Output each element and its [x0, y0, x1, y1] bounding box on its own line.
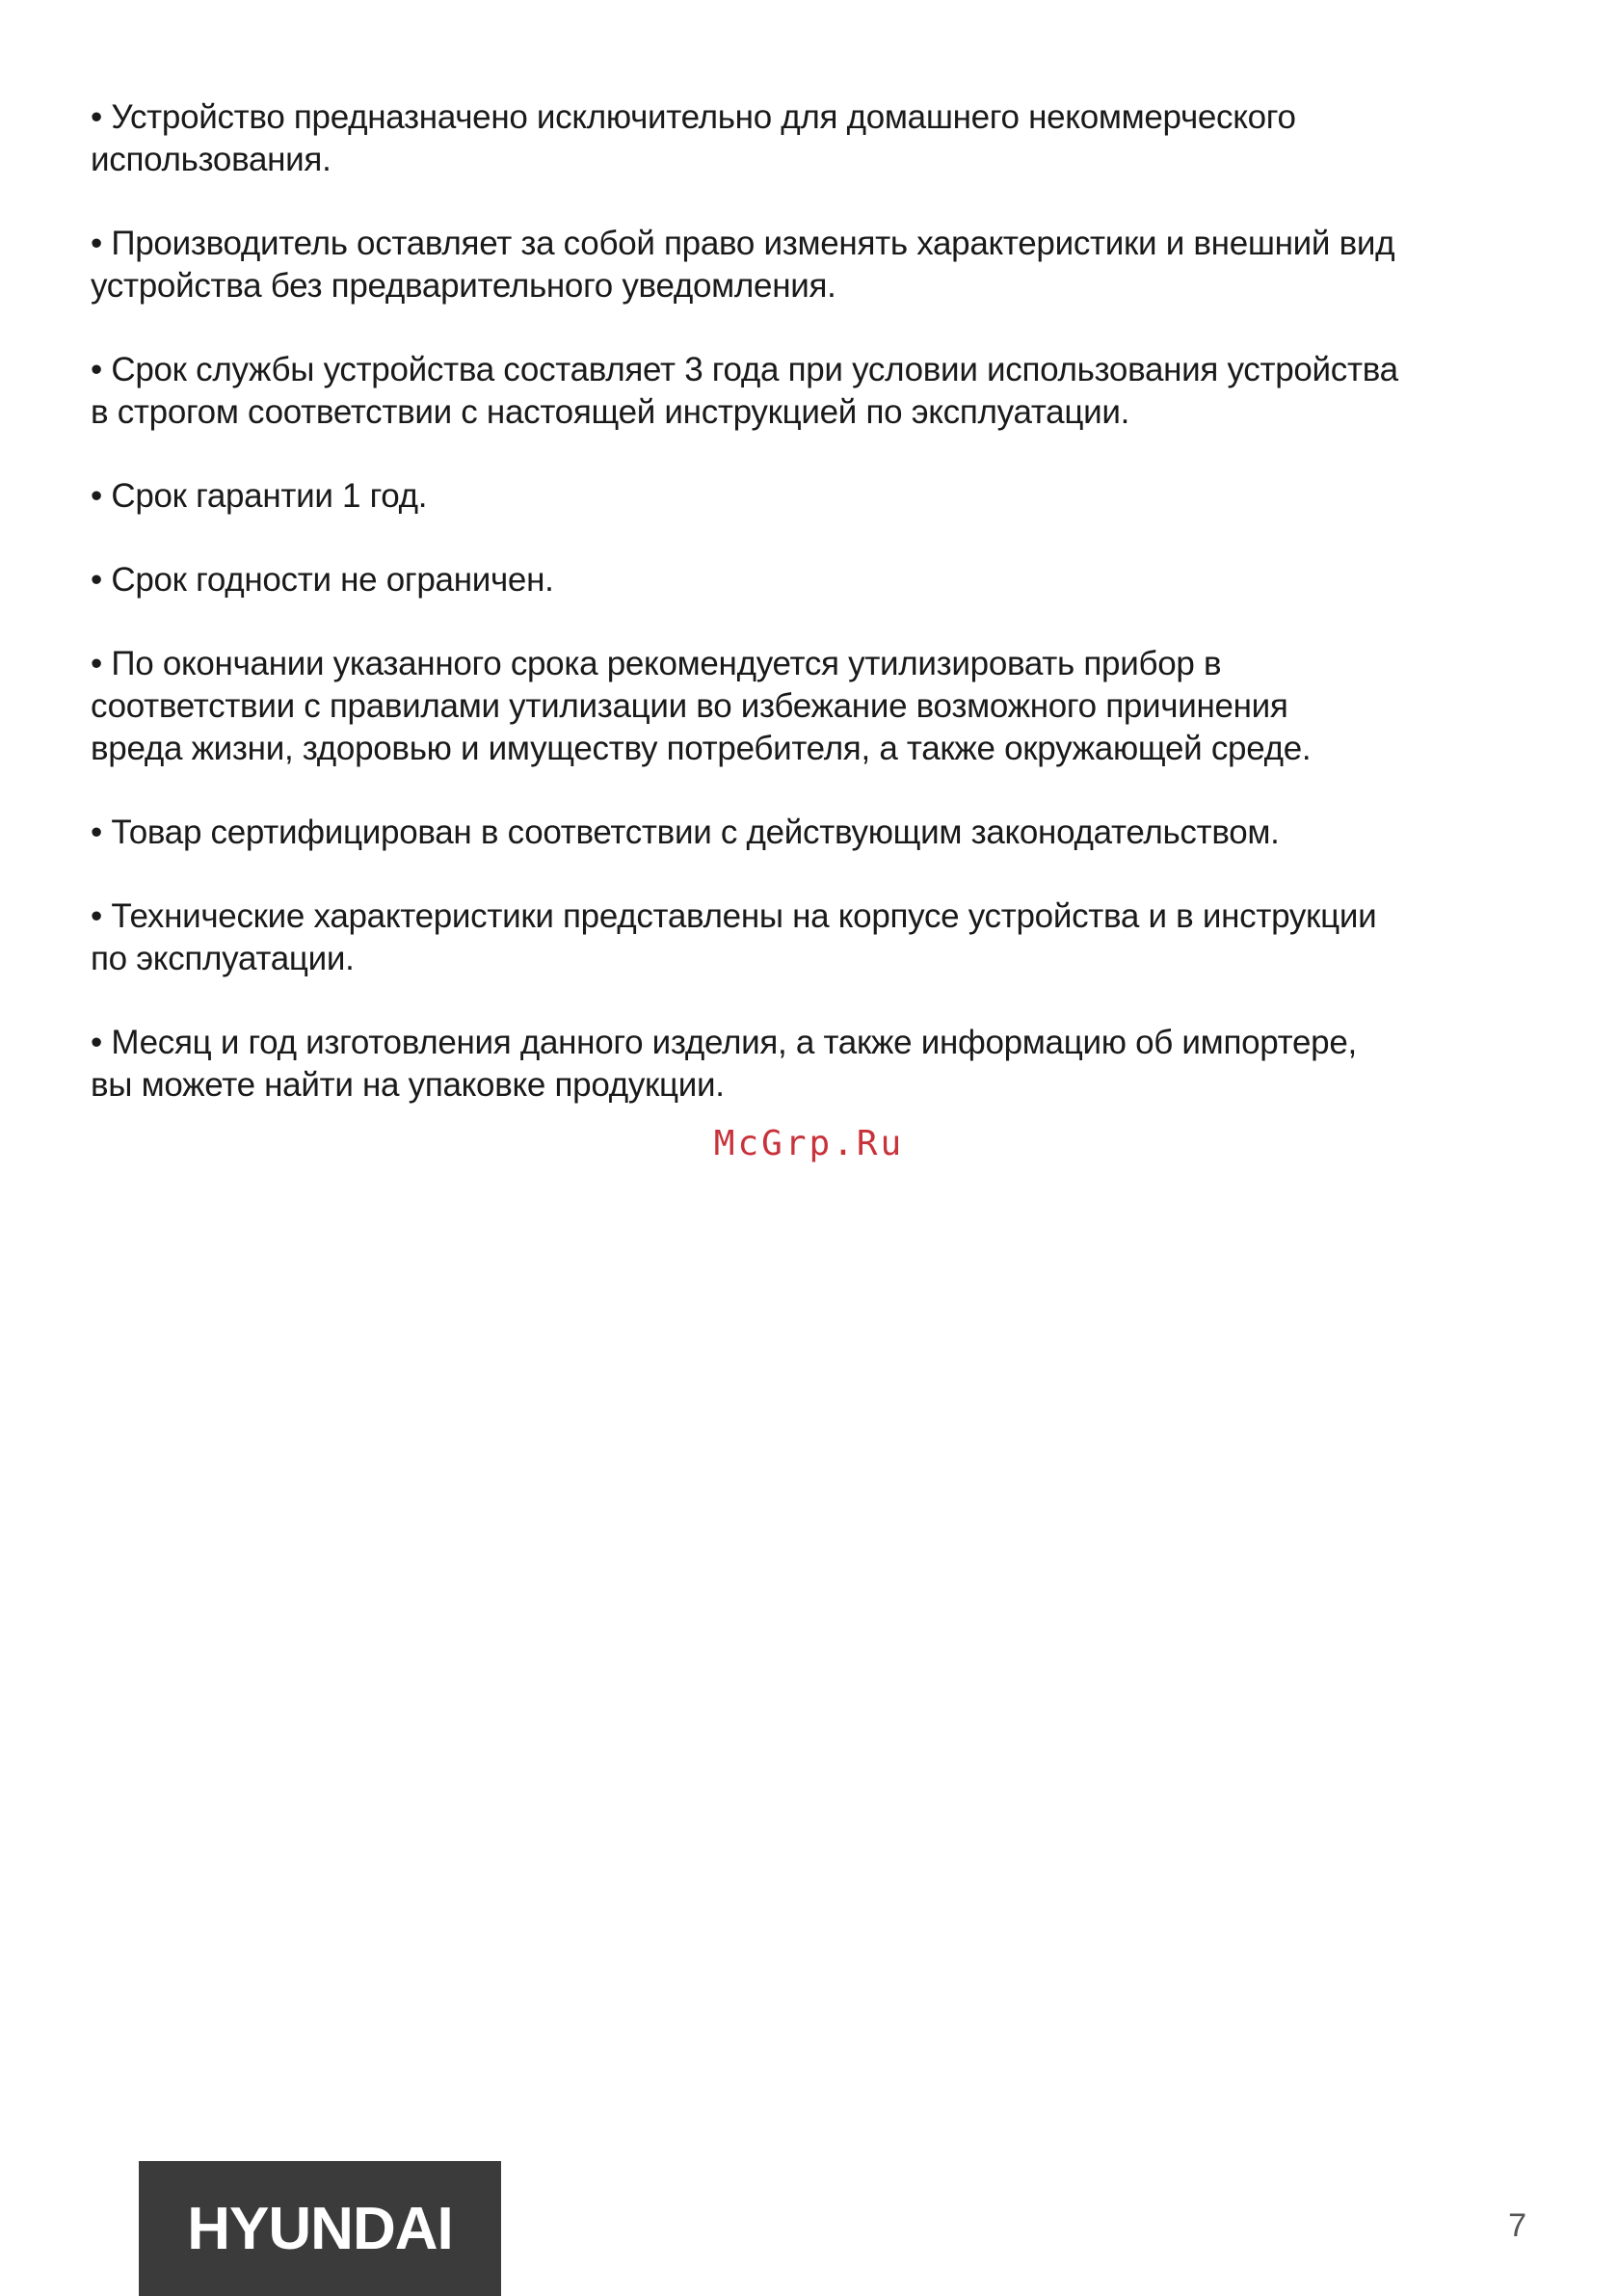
paragraph-manufacture-date: • Месяц и год изготовления данного изделия, а также информацию об импортере, вы можете найти на упаковке продукции. [91, 1024, 1357, 1104]
brand-logo-text: HYUNDAI [187, 2195, 453, 2262]
paragraph-warranty: • Срок гарантии 1 год. [91, 477, 428, 515]
page-number: 7 [1508, 2207, 1526, 2244]
paragraph-specifications: • Технические характеристики представлены на корпусе устройства и в инструкции по эксплуатации. [91, 897, 1377, 977]
paragraph-certification: • Товар сертифицирован в соответствии с действующим законодательством. [91, 814, 1280, 851]
paragraph-manufacturer-rights: • Производитель оставляет за собой право изменять характеристики и внешний вид устройства без предварительного уведомления. [91, 225, 1395, 305]
paragraph-disposal: • По окончании указанного срока рекомендуется утилизировать прибор в соответствии с правилами утилизации во избежание возможного причинения вреда жизни, здоровью и имуществу потребителя, а также окружающей среде. [91, 645, 1312, 767]
paragraph-shelf-life: • Срок годности не ограничен. [91, 561, 554, 599]
watermark-link[interactable]: McGrp.Ru [713, 1124, 905, 1163]
document-body [91, 96, 1459, 1148]
paragraph-service-life: • Срок службы устройства составляет 3 года при условии использования устройства в строгом соответствии с настоящей инструкцией по эксплуатации. [91, 351, 1398, 431]
brand-logo [139, 2161, 501, 2296]
paragraph-home-use: • Устройство предназначено исключительно для домашнего некоммерческого использования. [91, 98, 1296, 178]
